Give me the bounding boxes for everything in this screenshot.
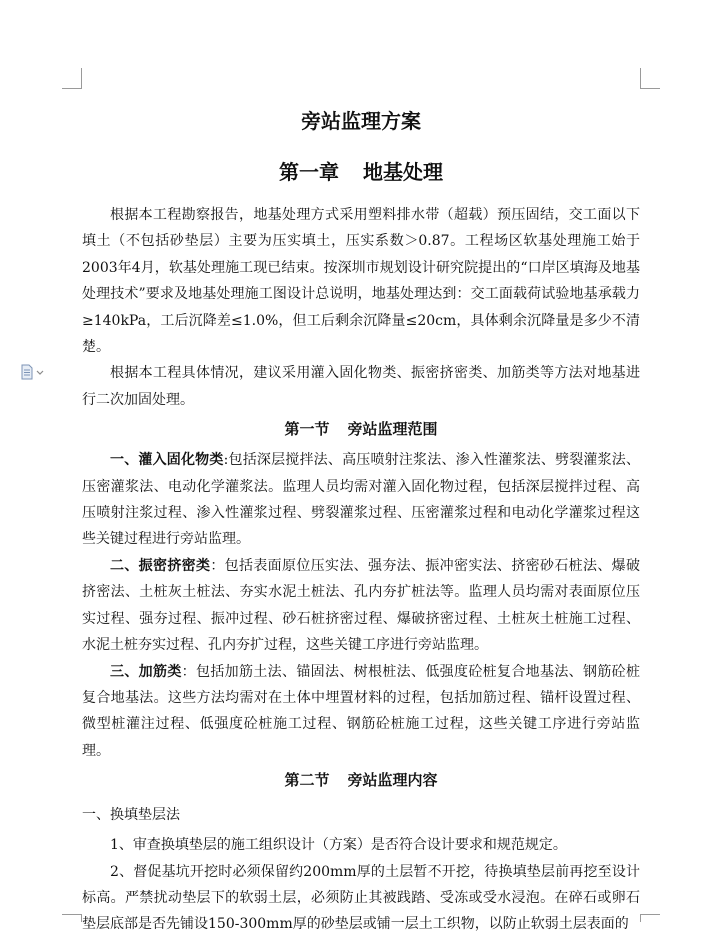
crop-mark-bottom-left-horizontal bbox=[62, 914, 82, 915]
body-paragraph: 根据本工程具体情况，建议采用灌入固化物类、振密挤密类、加筋类等方法对地基进行二次加固处理。 bbox=[82, 365, 640, 408]
body-paragraph: 根据本工程勘察报告，地基处理方式采用塑料排水带（超载）预压固结，交工面以下填土（不包括砂垫层）主要为压实填土，压实系数＞0.87。工程场区软基处理施工始于2003年4月，软基处理施工现已结束。按深圳市规划设计研究院提出的“口岸区填海及地基处理技术”要求及地基处理施工图设计总说明，地基处理达到：交工面载荷试验地基承载力≥140kPa，工后沉降差≤1.0%，但工后剩余沉降量≤20cm，具体剩余沉降量是多少不清楚。 bbox=[82, 207, 640, 356]
item-text: ：包括加筋土法、锚固法、树根桩法、低强度砼桩复合地基法、钢筋砼桩复合地基法。这些方法均需对在土体中埋置材料的过程，包括加筋过程、锚杆设置过程、微型桩灌注过程、低强度砼桩施工过程、钢筋砼桩施工过程，这些关键工序进行旁站监理。 bbox=[82, 663, 641, 759]
crop-mark-top-right-vertical bbox=[640, 68, 641, 88]
section-number: 第二节 bbox=[284, 771, 330, 790]
list-item bbox=[82, 659, 640, 765]
sub-heading: 一、换填垫层法 bbox=[82, 807, 180, 824]
chapter-number: 第一章 bbox=[279, 160, 339, 184]
crop-mark-top-left-vertical bbox=[81, 68, 82, 88]
section-heading bbox=[82, 413, 640, 445]
item-lead: 一、灌入固化物类 bbox=[110, 452, 224, 469]
crop-mark-top-left-horizontal bbox=[62, 88, 82, 89]
crop-mark-bottom-right-horizontal bbox=[640, 914, 660, 915]
document-page bbox=[82, 100, 640, 938]
section-name: 旁站监理内容 bbox=[347, 771, 438, 790]
paragraph-layout-icon[interactable] bbox=[20, 364, 46, 380]
item-lead: 三、加筋类 bbox=[110, 663, 182, 680]
body-paragraph: 1、审查换填垫层的施工组织设计（方案）是否符合设计要求和规范规定。 bbox=[110, 837, 567, 854]
crop-mark-bottom-right-vertical bbox=[640, 914, 641, 922]
body-paragraph: 2、督促基坑开挖时必须保留约200mm厚的土层暂不开挖，待换填垫层前再挖至设计标高。严禁扰动垫层下的软弱土层，必须防止其被践踏、受冻或受水浸泡。在碎石或卵石垫层底部是否先铺设150-300mm厚的砂垫层或铺一层土工织物，以防止软弱土层表面的 bbox=[82, 863, 640, 933]
section-heading bbox=[82, 764, 640, 796]
document-title: 旁站监理方案 bbox=[301, 109, 421, 133]
list-item bbox=[82, 553, 640, 659]
list-item bbox=[82, 447, 640, 553]
item-text: ：包括表面原位压实法、强夯法、振冲密实法、挤密砂石桩法、爆破挤密法、土桩灰土桩法、夯实水泥土桩法、孔内夯扩桩法等。监理人员均需对表面原位压实过程、强夯过程、振冲过程、砂石桩挤密过程、爆破挤密过程、土桩灰土桩施工过程、水泥土桩夯实过程、孔内夯扩过程，这些关键工序进行旁站监理。 bbox=[82, 557, 641, 654]
crop-mark-top-right-horizontal bbox=[640, 88, 660, 89]
item-text: :包括深层搅拌法、高压喷射注浆法、渗入性灌浆法、劈裂灌浆法、压密灌浆法、电动化学灌浆法。监理人员均需对灌入固化物过程，包括深层搅拌过程、高压喷射注浆过程、渗入性灌浆过程、劈裂灌浆过程、压密灌浆过程和电动化学灌浆过程这些关键过程进行旁站监理。 bbox=[82, 452, 641, 548]
section-number: 第一节 bbox=[284, 420, 330, 439]
item-lead: 二、振密挤密类 bbox=[110, 557, 211, 574]
section-name: 旁站监理范围 bbox=[347, 420, 438, 439]
chapter-name: 地基处理 bbox=[363, 160, 443, 184]
chapter-heading bbox=[82, 142, 640, 202]
